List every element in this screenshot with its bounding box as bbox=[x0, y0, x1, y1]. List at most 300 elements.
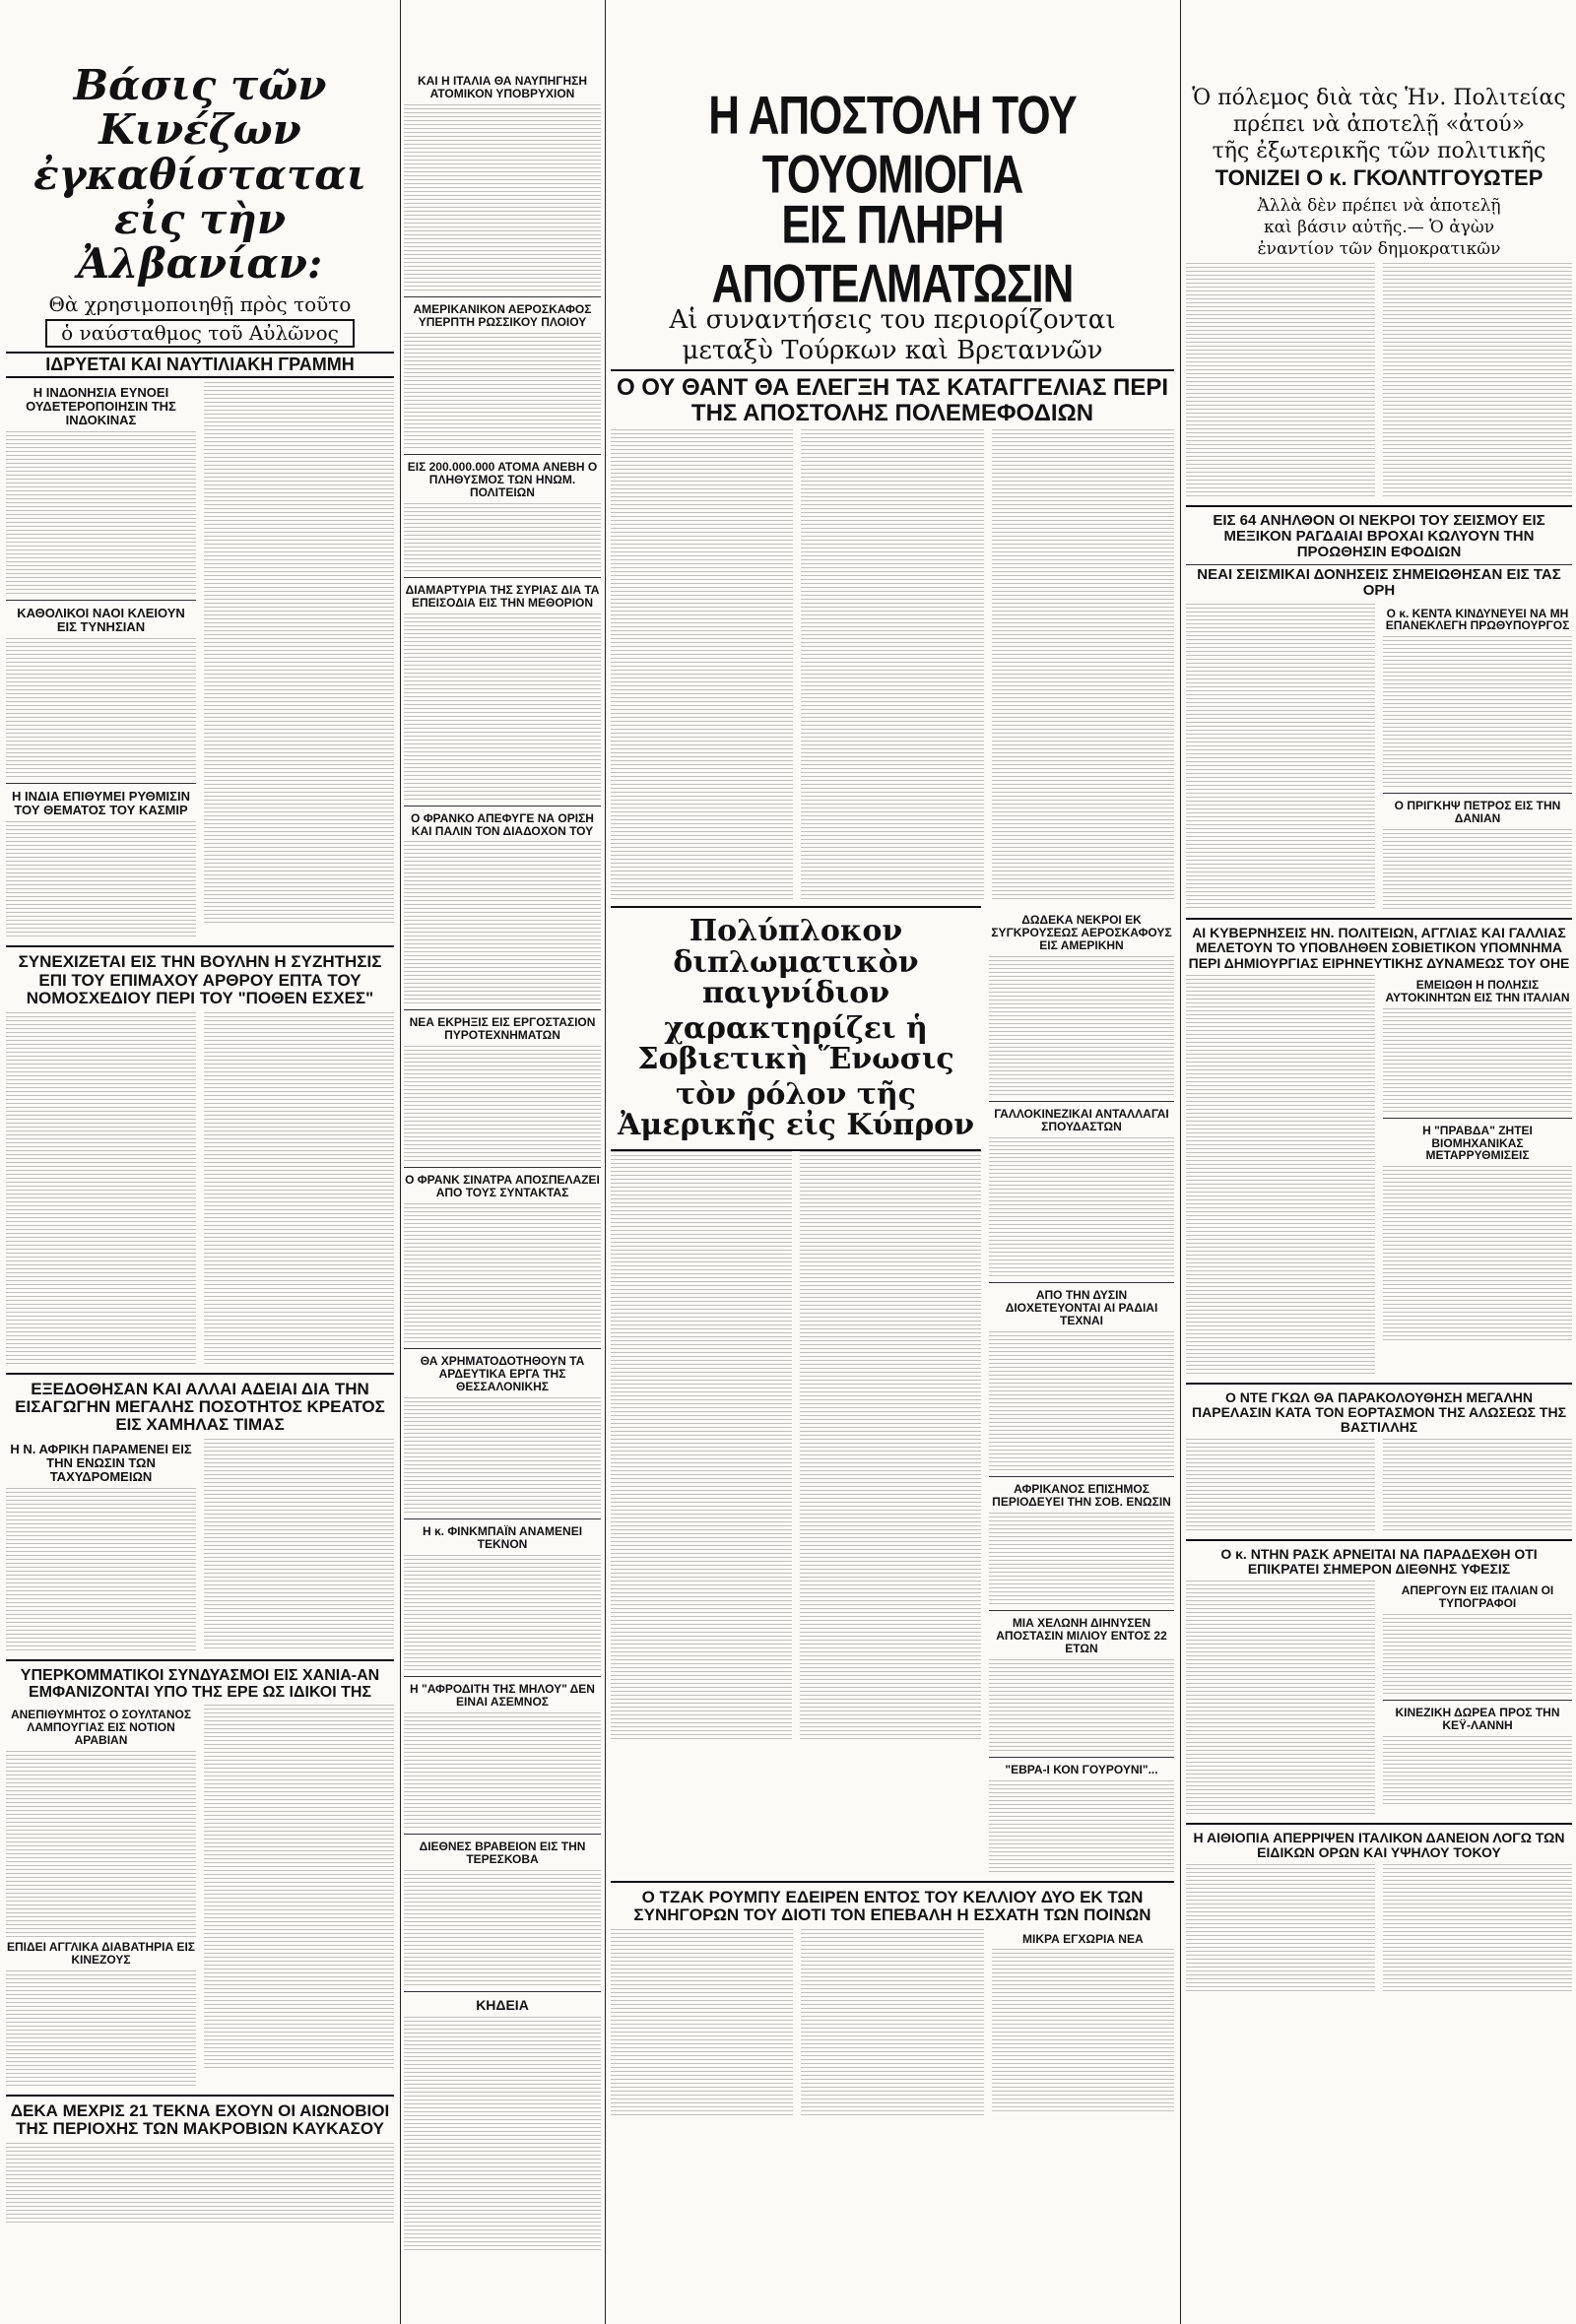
body-text-line bbox=[1186, 1911, 1375, 1920]
body-text-line bbox=[1383, 695, 1572, 704]
twelve-headline: ΔΩΔΕΚΑ ΝΕΚΡΟΙ ΕΚ ΣΥΓΚΡΟΥΣΕΩΣ ΑΕΡΟΣΚΑΦΟΥΣ ΕΙΣ ΑΜΕΡΙΚΗΝ bbox=[991, 913, 1172, 953]
tsak-headline: Ο ΤΖΑΚ ΡΟΥΜΠΥ ΕΔΕΙΡΕΝ ΕΝΤΟΣ ΤΟΥ ΚΕΛΛΙΟΥ ΔΥΟ ΕΚ ΤΩΝ ΣΥΝΗΓΟΡΩΝ ΤΟΥ ΔΙΟΤΙ ΤΟΝ ΕΠΕΒΑΛΗ Η ΕΣΧΑΤΗ ΤΩΝ ΠΟΙΝΩΝ bbox=[633, 1887, 1151, 1925]
body-text-line bbox=[1186, 1058, 1375, 1066]
body-text-line bbox=[1186, 357, 1375, 366]
body-text-line bbox=[404, 1882, 601, 1891]
body-text-line bbox=[611, 2000, 793, 2009]
body-text-line bbox=[1186, 651, 1375, 660]
body-text-line bbox=[611, 477, 793, 485]
franco-headline: Ο ΦΡΑΝΚΟ ΑΠΕΦΥΓΕ ΝΑ ΟΡΙΣΗ ΚΑΙ ΠΑΛΙΝ ΤΟΝ ΔΙΑΔΟΧΟΝ ΤΟΥ bbox=[411, 810, 594, 838]
body-text-line bbox=[800, 1506, 981, 1515]
body-text-line bbox=[800, 1647, 981, 1656]
body-text-line bbox=[992, 867, 1174, 875]
body-text-line bbox=[611, 1565, 792, 1574]
body-text-line bbox=[204, 807, 394, 816]
body-text-line bbox=[6, 709, 196, 718]
body-text-line bbox=[611, 1953, 793, 1962]
body-text-line bbox=[1383, 1272, 1572, 1281]
body-text-line bbox=[6, 1024, 196, 1033]
body-text-line bbox=[204, 1308, 394, 1317]
body-text-line bbox=[1383, 1772, 1572, 1780]
body-text-line bbox=[989, 1742, 1174, 1751]
body-text-line bbox=[6, 1071, 196, 1080]
body-text-line bbox=[1186, 1318, 1375, 1326]
body-text-line bbox=[404, 791, 601, 800]
italy-headline: ΚΑΙ Η ΙΤΑΛΙΑ ΘΑ ΝΑΥΠΗΓΗΣΗ ΑΤΟΜΙΚΟΝ ΥΠΟΒΡΥΧΙΟΝ bbox=[417, 74, 588, 100]
body-text-line bbox=[204, 548, 394, 556]
body-text-line bbox=[1186, 428, 1375, 437]
body-text-line bbox=[204, 1320, 394, 1328]
body-text-line bbox=[611, 737, 793, 745]
body-text-line bbox=[611, 748, 793, 757]
body-text-line bbox=[1383, 719, 1572, 728]
body-text-line bbox=[1186, 864, 1375, 872]
body-text-line bbox=[801, 465, 983, 474]
body-text-line bbox=[1186, 1722, 1375, 1731]
body-text-line bbox=[1383, 1249, 1572, 1258]
body-text-line bbox=[611, 1187, 792, 1195]
body-text-line bbox=[6, 1547, 196, 1556]
body-text-line bbox=[992, 2091, 1174, 2099]
body-text-line bbox=[801, 642, 983, 651]
body-text-line bbox=[6, 1060, 196, 1068]
body-text-line bbox=[989, 1390, 1174, 1399]
body-text-line bbox=[801, 583, 983, 592]
body-text-line bbox=[989, 1524, 1174, 1533]
body-text-line bbox=[992, 571, 1174, 580]
body-text-line bbox=[611, 1683, 792, 1692]
body-text-line bbox=[404, 2229, 601, 2238]
body-text-line bbox=[6, 1130, 196, 1139]
center-lead-sub1: Αἱ συναντήσεις του περιορίζονται bbox=[669, 305, 1116, 336]
body-text-line bbox=[611, 583, 793, 592]
right-lead-title4: ΤΟΝΙΖΕΙ Ο κ. ΓΚΟΛΝΤΓΟΥΩΤΕΡ bbox=[1215, 165, 1543, 191]
body-text-line bbox=[404, 708, 601, 717]
body-text-line bbox=[6, 1606, 196, 1615]
body-text-line bbox=[6, 1178, 196, 1187]
body-text-line bbox=[1383, 1462, 1572, 1471]
body-text-line bbox=[204, 418, 394, 426]
body-text-line bbox=[1186, 1935, 1375, 1944]
body-text-line bbox=[6, 1296, 196, 1305]
body-text-line bbox=[204, 1764, 394, 1773]
body-text-line bbox=[989, 1185, 1174, 1194]
body-text-line bbox=[404, 2040, 601, 2049]
body-text-line bbox=[404, 1638, 601, 1646]
body-text-line bbox=[6, 1488, 196, 1497]
body-text-line bbox=[6, 526, 196, 535]
meat-headline: ΕΞΕΔΟΘΗΣΑΝ ΚΑΙ ΑΛΛΑΙ ΑΔΕΙΑΙ ΔΙΑ ΤΗΝ ΕΙΣΑΓΩΓΗΝ ΜΕΓΑΛΗΣ ΠΟΣΟΤΗΤΟΣ ΚΡΕΑΤΟΣ ΕΙΣ ΧΑΜΗΛΑΣ ΤΙΜΑΣ bbox=[15, 1379, 385, 1435]
body-text-line bbox=[989, 1536, 1174, 1545]
body-text-line bbox=[204, 666, 394, 675]
body-text-line bbox=[1186, 1510, 1375, 1518]
body-text-line bbox=[204, 819, 394, 828]
body-text-line bbox=[1383, 1474, 1572, 1483]
body-text-line bbox=[989, 1671, 1174, 1680]
body-text-line bbox=[204, 571, 394, 580]
body-text-line bbox=[989, 1379, 1174, 1388]
body-text-line bbox=[204, 1533, 394, 1542]
body-text-line bbox=[6, 467, 196, 476]
evra-headline: "ΕΒΡΑ-Ι ΚΟΝ ΓΟΥΡΟΥΝΙ"... bbox=[1005, 1762, 1158, 1776]
body-text-line bbox=[801, 678, 983, 686]
body-text-line bbox=[204, 1439, 394, 1448]
body-text-line bbox=[6, 2143, 394, 2152]
body-text-line bbox=[992, 748, 1174, 757]
body-text-line bbox=[1186, 287, 1375, 295]
body-text-line bbox=[611, 760, 793, 769]
body-text-line bbox=[1186, 1451, 1375, 1459]
body-text-line bbox=[204, 536, 394, 545]
body-text-line bbox=[6, 2065, 196, 2074]
body-text-line bbox=[204, 1965, 394, 1973]
divider bbox=[404, 806, 601, 807]
body-text-line bbox=[801, 760, 983, 769]
body-text-line bbox=[801, 512, 983, 521]
body-text-line bbox=[611, 807, 793, 816]
body-text-line bbox=[204, 1787, 394, 1796]
body-text-line bbox=[404, 1445, 601, 1453]
body-text-line bbox=[6, 1845, 196, 1854]
body-text-line bbox=[800, 1636, 981, 1645]
body-text-line bbox=[801, 748, 983, 757]
body-text-line bbox=[1186, 1199, 1375, 1208]
body-text-line bbox=[1383, 1008, 1572, 1017]
body-text-line bbox=[404, 140, 601, 149]
body-text-line bbox=[404, 392, 601, 401]
body-text-line bbox=[404, 2017, 601, 2026]
body-text-line bbox=[801, 559, 983, 568]
body-text-line bbox=[404, 1941, 601, 1950]
body-text-line bbox=[6, 1284, 196, 1293]
soviet-title1: Πολύπλοκον διπλωματικὸν παιγνίδιον bbox=[673, 914, 919, 1011]
body-text-line bbox=[204, 878, 394, 887]
body-text-line bbox=[989, 1232, 1174, 1241]
body-text-line bbox=[1186, 1010, 1375, 1019]
body-text-line bbox=[6, 538, 196, 547]
body-text-line bbox=[204, 465, 394, 474]
body-text-line bbox=[1383, 829, 1572, 838]
body-text-line bbox=[404, 2088, 601, 2097]
body-text-line bbox=[800, 1612, 981, 1621]
body-text-line bbox=[800, 1529, 981, 1538]
body-text-line bbox=[6, 857, 196, 866]
body-text-line bbox=[611, 618, 793, 627]
body-text-line bbox=[992, 666, 1174, 675]
body-text-line bbox=[404, 1492, 601, 1501]
body-text-line bbox=[1186, 369, 1375, 378]
body-text-line bbox=[989, 1402, 1174, 1411]
body-text-line bbox=[801, 713, 983, 722]
body-text-line bbox=[801, 878, 983, 887]
body-text-line bbox=[404, 152, 601, 161]
body-text-line bbox=[611, 654, 793, 663]
body-text-line bbox=[611, 1965, 793, 1973]
body-text-line bbox=[801, 1941, 983, 1950]
body-text-line bbox=[992, 878, 1174, 887]
body-text-line bbox=[1383, 1032, 1572, 1041]
body-text-line bbox=[992, 890, 1174, 899]
body-text-line bbox=[6, 549, 196, 558]
body-text-line bbox=[611, 465, 793, 474]
body-text-line bbox=[6, 514, 196, 523]
body-text-line bbox=[204, 1107, 394, 1116]
body-text-line bbox=[801, 524, 983, 533]
body-text-line bbox=[1383, 298, 1572, 307]
body-text-line bbox=[6, 1343, 196, 1352]
left-lead-sub2: ὁ ναύσταθμος τοῦ Αὐλῶνος bbox=[45, 319, 355, 348]
body-text-line bbox=[1186, 1900, 1375, 1908]
body-text-line bbox=[404, 1286, 601, 1295]
body-text-line bbox=[801, 701, 983, 710]
body-text-line bbox=[611, 548, 793, 556]
body-text-line bbox=[611, 725, 793, 734]
body-text-line bbox=[204, 678, 394, 686]
body-text-line bbox=[800, 1718, 981, 1727]
body-text-line bbox=[204, 1343, 394, 1352]
body-text-line bbox=[1186, 899, 1375, 908]
body-text-line bbox=[992, 2008, 1174, 2017]
body-text-line bbox=[800, 1258, 981, 1266]
body-text-line bbox=[800, 1600, 981, 1609]
body-text-line bbox=[204, 2059, 394, 2068]
body-text-line bbox=[1186, 781, 1375, 790]
body-text-line bbox=[6, 1642, 196, 1650]
body-text-line bbox=[800, 1340, 981, 1349]
body-text-line bbox=[992, 678, 1174, 686]
body-text-line bbox=[404, 1976, 601, 1985]
body-text-line bbox=[1383, 1178, 1572, 1187]
body-text-line bbox=[6, 1904, 196, 1913]
body-text-line bbox=[1186, 1152, 1375, 1161]
body-text-line bbox=[6, 502, 196, 511]
body-text-line bbox=[1186, 828, 1375, 837]
body-text-line bbox=[204, 2035, 394, 2044]
body-text-line bbox=[404, 1069, 601, 1078]
body-text-line bbox=[1383, 1748, 1572, 1757]
catholic-headline: ΚΑΘΟΛΙΚΟΙ ΝΑΟΙ ΚΛΕΙΟΥΝ ΕΙΣ ΤΥΝΗΣΙΑΝ bbox=[17, 606, 185, 635]
body-text-line bbox=[404, 1203, 601, 1212]
body-text-line bbox=[611, 2047, 793, 2056]
body-text-line bbox=[204, 1929, 394, 1938]
body-text-line bbox=[204, 512, 394, 521]
body-text-line bbox=[404, 503, 601, 512]
body-text-line bbox=[404, 1397, 601, 1406]
body-text-line bbox=[611, 784, 793, 793]
body-text-line bbox=[800, 1388, 981, 1396]
body-text-line bbox=[611, 713, 793, 722]
body-text-line bbox=[611, 500, 793, 509]
body-text-line bbox=[1383, 476, 1572, 484]
body-text-line bbox=[1186, 1069, 1375, 1078]
body-text-line bbox=[801, 500, 983, 509]
body-text-line bbox=[1186, 1711, 1375, 1719]
body-text-line bbox=[611, 1636, 792, 1645]
body-text-line bbox=[1383, 417, 1572, 425]
body-text-line bbox=[1383, 1783, 1572, 1792]
body-text-line bbox=[1186, 1235, 1375, 1244]
body-text-line bbox=[801, 2000, 983, 2009]
body-text-line bbox=[6, 561, 196, 570]
body-text-line bbox=[611, 1707, 792, 1715]
body-text-line bbox=[404, 439, 601, 448]
body-text-line bbox=[404, 2194, 601, 2203]
second-column bbox=[404, 0, 601, 2324]
body-text-line bbox=[800, 1222, 981, 1231]
body-text-line bbox=[1383, 865, 1572, 873]
body-text-line bbox=[204, 1119, 394, 1128]
body-text-line bbox=[1186, 793, 1375, 802]
body-text-line bbox=[1186, 1947, 1375, 1956]
right-lead-title2: πρέπει νὰ ἀποτελῇ «ἀτού» bbox=[1232, 112, 1526, 138]
divider bbox=[404, 1834, 601, 1835]
body-text-line bbox=[6, 573, 196, 582]
body-text-line bbox=[800, 1517, 981, 1526]
body-text-line bbox=[404, 1239, 601, 1248]
body-text-line bbox=[1186, 1093, 1375, 1102]
body-text-line bbox=[204, 2012, 394, 2021]
body-text-line bbox=[611, 1198, 792, 1207]
body-text-line bbox=[801, 607, 983, 615]
body-text-line bbox=[6, 1142, 196, 1151]
body-text-line bbox=[992, 548, 1174, 556]
body-text-line bbox=[6, 490, 196, 499]
body-text-line bbox=[800, 1175, 981, 1184]
body-text-line bbox=[1186, 1140, 1375, 1149]
body-text-line bbox=[611, 1163, 792, 1172]
body-text-line bbox=[404, 1614, 601, 1623]
left-lead-sub1: Θὰ χρησιμοποιηθῇ πρὸς τοῦτο bbox=[48, 291, 352, 316]
body-text-line bbox=[611, 2024, 793, 2033]
body-text-line bbox=[1186, 1223, 1375, 1232]
body-text-line bbox=[611, 1376, 792, 1385]
body-text-line bbox=[800, 1246, 981, 1255]
body-text-line bbox=[989, 956, 1174, 965]
body-text-line bbox=[611, 595, 793, 604]
body-text-line bbox=[1186, 1188, 1375, 1196]
body-text-line bbox=[1383, 1685, 1572, 1694]
body-text-line bbox=[204, 890, 394, 899]
divider bbox=[6, 600, 196, 601]
body-text-line bbox=[404, 888, 601, 897]
body-text-line bbox=[801, 1929, 983, 1938]
divider bbox=[404, 1676, 601, 1677]
body-text-line bbox=[1186, 887, 1375, 896]
body-text-line bbox=[1186, 1329, 1375, 1338]
body-text-line bbox=[800, 1482, 981, 1491]
body-text-line bbox=[1186, 1864, 1375, 1873]
body-text-line bbox=[992, 2043, 1174, 2052]
body-text-line bbox=[611, 429, 793, 438]
body-text-line bbox=[1383, 707, 1572, 716]
body-text-line bbox=[6, 2030, 196, 2038]
body-text-line bbox=[204, 406, 394, 415]
body-text-line bbox=[1186, 1270, 1375, 1279]
body-text-line bbox=[204, 1024, 394, 1033]
body-text-line bbox=[204, 1190, 394, 1198]
body-text-line bbox=[1186, 663, 1375, 672]
body-text-line bbox=[611, 1222, 792, 1231]
body-text-line bbox=[801, 737, 983, 745]
body-text-line bbox=[801, 536, 983, 545]
column-rule bbox=[400, 0, 401, 2324]
body-text-line bbox=[404, 865, 601, 873]
body-text-line bbox=[204, 689, 394, 698]
body-text-line bbox=[404, 1819, 601, 1828]
body-text-line bbox=[404, 163, 601, 172]
body-text-line bbox=[989, 1863, 1174, 1872]
body-text-line bbox=[6, 2178, 394, 2187]
divider bbox=[611, 1881, 1174, 1883]
body-text-line bbox=[6, 685, 196, 694]
body-text-line bbox=[1383, 1614, 1572, 1623]
body-text-line bbox=[800, 1447, 981, 1455]
body-text-line bbox=[1186, 639, 1375, 648]
body-text-line bbox=[1186, 698, 1375, 707]
body-text-line bbox=[611, 1482, 792, 1491]
body-text-line bbox=[1186, 1259, 1375, 1267]
body-text-line bbox=[404, 270, 601, 279]
body-text-line bbox=[404, 1322, 601, 1330]
body-text-line bbox=[404, 1894, 601, 1903]
body-text-line bbox=[611, 1529, 792, 1538]
body-text-line bbox=[6, 1916, 196, 1925]
body-text-line bbox=[6, 1786, 196, 1795]
body-text-line bbox=[1383, 1864, 1572, 1873]
body-text-line bbox=[6, 1869, 196, 1878]
body-text-line bbox=[404, 971, 601, 980]
body-text-line bbox=[611, 524, 793, 533]
body-text-line bbox=[1186, 722, 1375, 731]
body-text-line bbox=[1186, 1970, 1375, 1979]
body-text-line bbox=[800, 1234, 981, 1243]
body-text-line bbox=[992, 855, 1174, 864]
body-text-line bbox=[404, 673, 601, 681]
body-text-line bbox=[1383, 1308, 1572, 1317]
sultan-headline: ΑΝΕΠΙΘΥΜΗΤΟΣ Ο ΣΟΥΛΤΑΝΟΣ ΛΑΜΠΟΥΓΙΑΣ ΕΙΣ ΝΟΤΙΟΝ ΑΡΑΒΙΑΝ bbox=[10, 1708, 192, 1748]
body-text-line bbox=[1186, 1982, 1375, 1991]
body-text-line bbox=[404, 116, 601, 125]
body-text-line bbox=[6, 1857, 196, 1866]
body-text-line bbox=[6, 1594, 196, 1603]
body-text-line bbox=[204, 1705, 394, 1713]
body-text-line bbox=[204, 1870, 394, 1879]
body-text-line bbox=[989, 1560, 1174, 1569]
body-text-line bbox=[404, 515, 601, 524]
body-text-line bbox=[992, 807, 1174, 816]
body-text-line bbox=[611, 819, 793, 828]
body-text-line bbox=[204, 902, 394, 911]
body-text-line bbox=[1186, 464, 1375, 473]
body-text-line bbox=[404, 649, 601, 658]
body-text-line bbox=[611, 1364, 792, 1373]
body-text-line bbox=[992, 429, 1174, 438]
body-text-line bbox=[204, 1272, 394, 1281]
body-text-line bbox=[6, 1190, 196, 1198]
body-text-line bbox=[1186, 1081, 1375, 1090]
body-text-line bbox=[989, 1039, 1174, 1048]
body-text-line bbox=[404, 947, 601, 956]
body-text-line bbox=[1186, 1474, 1375, 1483]
body-text-line bbox=[404, 1661, 601, 1670]
body-text-line bbox=[1186, 1628, 1375, 1637]
body-text-line bbox=[1383, 742, 1572, 751]
body-text-line bbox=[404, 1748, 601, 1757]
divider bbox=[404, 577, 601, 578]
body-text-line bbox=[6, 1630, 196, 1639]
body-text-line bbox=[1383, 1190, 1572, 1198]
body-text-line bbox=[204, 1451, 394, 1459]
